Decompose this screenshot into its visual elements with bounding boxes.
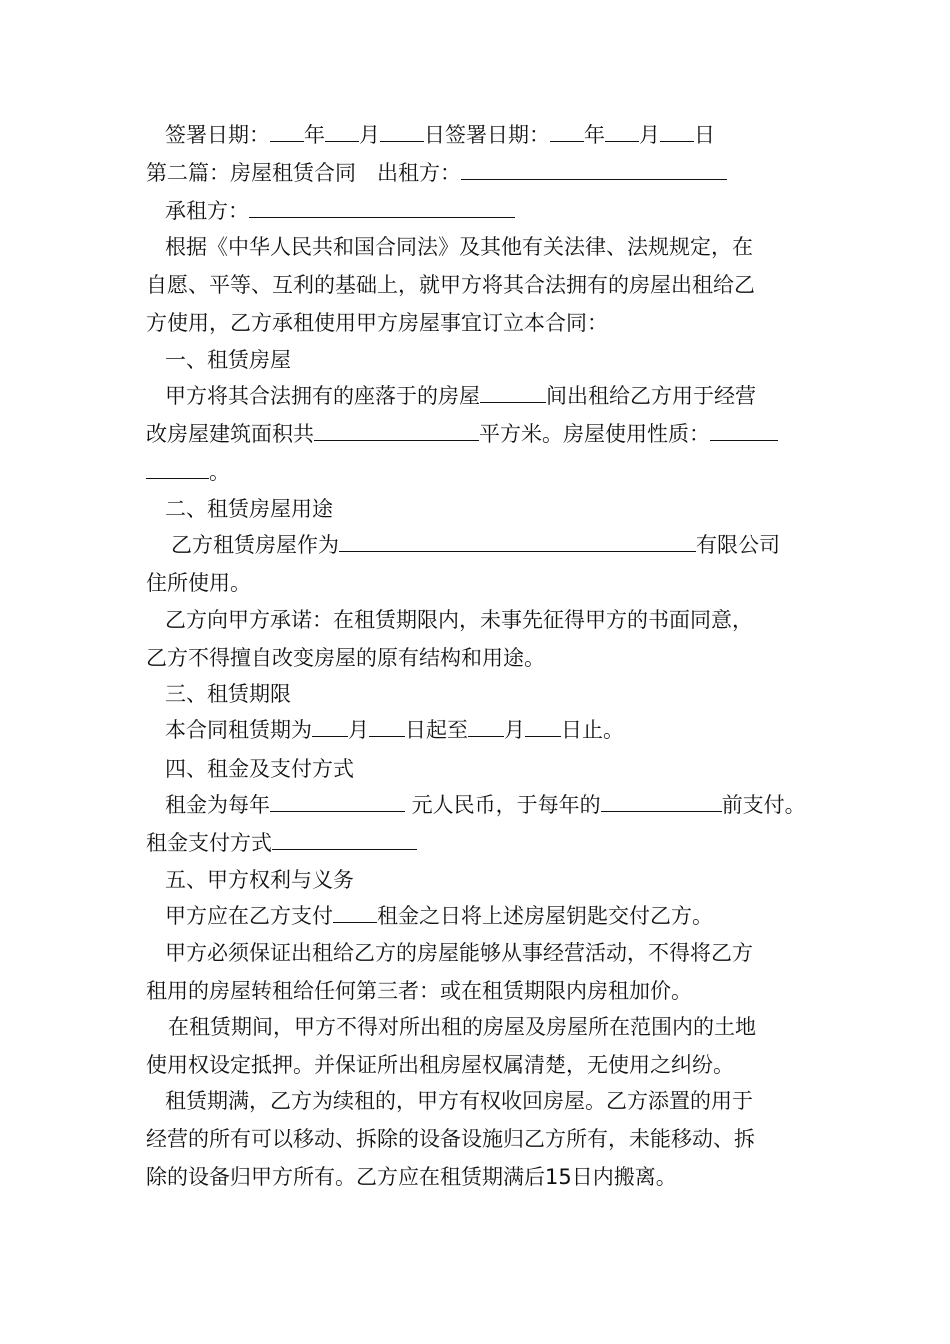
blank (660, 121, 694, 142)
paragraph: 使用权设定抵押。并保证所出租房屋权属清楚，无使用之纠纷。 (146, 1053, 734, 1077)
paragraph: 乙方向甲方承诺：在租赁期限内，未事先征得甲方的书面同意， (165, 608, 753, 632)
paragraph: 租用的房屋转租给任何第三者：或在租赁期限内房租加价。 (146, 979, 692, 1003)
paragraph: 甲方必须保证出租给乙方的房屋能够从事经营活动，不得将乙方 (165, 941, 753, 965)
section-heading: 四、租金及支付方式 (165, 757, 354, 781)
section-heading: 三、租赁期限 (165, 682, 291, 706)
paragraph: 除的设备归甲方所有。乙方应在租赁期满后15日内搬离。 (146, 1165, 677, 1189)
lessee-line: 承租方： (165, 196, 515, 226)
blank (270, 121, 304, 142)
paragraph: 住所使用。 (146, 571, 251, 595)
blank (380, 121, 424, 142)
paragraph: 租赁期满，乙方为续租的，甲方有权收回房屋。乙方添置的用于 (165, 1089, 753, 1113)
blank (312, 716, 348, 737)
paragraph: 租金为每年 元人民币，于每年的 前支付。 (165, 793, 806, 817)
paragraph: 改房屋建筑面积共 平方米。房屋使用性质： (146, 419, 778, 449)
paragraph: 本合同租赁期为 月 日起至 月 日止。 (165, 718, 624, 742)
paragraph: 自愿、平等、互利的基础上，就甲方将其合法拥有的房屋出租给乙 (146, 273, 755, 297)
section-title-lessor: 第二篇：房屋租赁合同 出租方： (146, 158, 727, 188)
blank (270, 791, 405, 812)
paragraph: 甲方将其合法拥有的座落于的房屋 间出租给乙方用于经营 (165, 384, 756, 408)
blank (249, 197, 515, 218)
paragraph: 乙方不得擅自改变房屋的原有结构和用途。 (146, 646, 545, 670)
blank (461, 159, 727, 180)
paragraph: 。 (146, 457, 230, 487)
blank (480, 382, 546, 403)
blank (314, 420, 479, 441)
blank (468, 716, 504, 737)
paragraph: 乙方租赁房屋作为 有限公司 (171, 533, 780, 557)
signing-date-line: 签署日期： 年 月 日签署日期： 年 月 日 (165, 123, 715, 147)
blank (710, 420, 778, 441)
blank (550, 121, 584, 142)
blank (339, 531, 696, 552)
paragraph: 甲方应在乙方支付 租金之日将上述房屋钥匙交付乙方。 (165, 904, 713, 928)
blank (369, 716, 405, 737)
blank (325, 121, 359, 142)
blank (333, 902, 377, 923)
blank (605, 121, 639, 142)
paragraph: 在租赁期间，甲方不得对所出租的房屋及房屋所在范围内的土地 (168, 1015, 756, 1039)
section-heading: 二、租赁房屋用途 (165, 497, 333, 521)
paragraph: 方使用，乙方承租使用甲方房屋事宜订立本合同： (146, 311, 608, 335)
blank (525, 716, 561, 737)
blank (272, 829, 417, 850)
blank (601, 791, 722, 812)
paragraph: 根据《中华人民共和国合同法》及其他有关法律、法规规定，在 (165, 235, 753, 259)
paragraph: 经营的所有可以移动、拆除的设备设施归乙方所有，未能移动、拆 (146, 1127, 755, 1151)
section-heading: 一、租赁房屋 (165, 348, 291, 372)
paragraph: 租金支付方式 (146, 828, 417, 858)
section-heading: 五、甲方权利与义务 (165, 868, 354, 892)
blank (146, 458, 209, 479)
